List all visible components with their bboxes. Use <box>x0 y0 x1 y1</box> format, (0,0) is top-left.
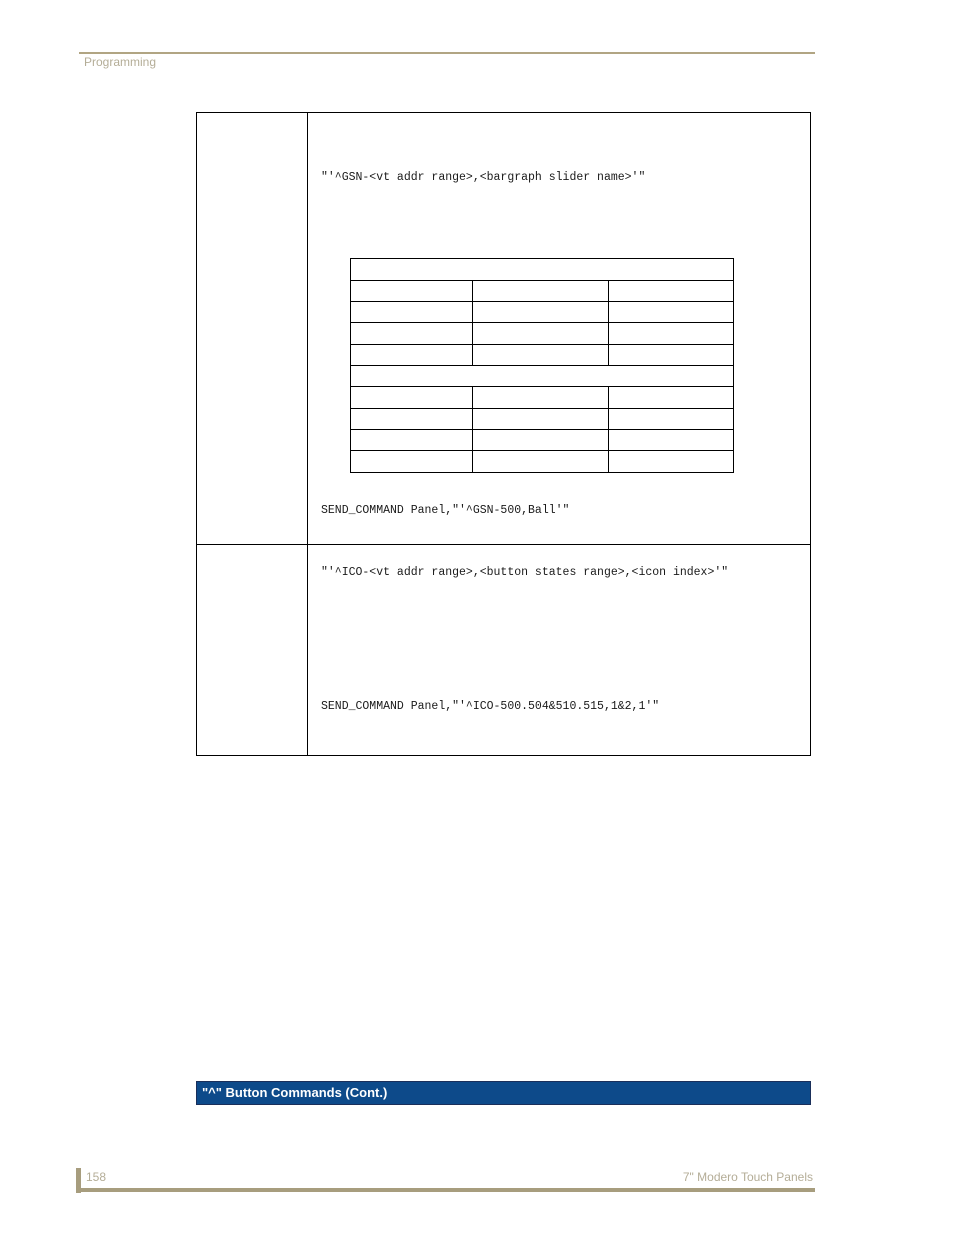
header-section-title: Programming <box>84 55 157 69</box>
inner-col-line <box>472 280 473 365</box>
footer-rule <box>76 1188 815 1192</box>
inner-row-line <box>351 280 733 281</box>
gsn-parameter-table <box>350 258 734 473</box>
footer-doc-title: 7" Modero Touch Panels <box>682 1170 813 1184</box>
inner-row-line <box>351 429 733 430</box>
inner-row-line <box>351 301 733 302</box>
inner-row-line <box>351 344 733 345</box>
column-divider <box>307 113 308 755</box>
command-table <box>196 112 811 756</box>
inner-col-line <box>608 280 609 365</box>
ico-example: SEND_COMMAND Panel,"'^ICO-500.504&510.515,1&2,1'" <box>321 700 660 713</box>
inner-row-line <box>351 322 733 323</box>
inner-col-line <box>608 386 609 473</box>
inner-row-line <box>351 365 733 366</box>
table-caption-banner <box>196 1081 811 1105</box>
gsn-syntax: "'^GSN-<vt addr range>,<bargraph slider name>'" <box>321 171 646 184</box>
banner-title: "^" Button Commands (Cont.) <box>202 1085 388 1100</box>
inner-row-line <box>351 408 733 409</box>
inner-row-line <box>351 386 733 387</box>
header-rule <box>79 52 815 54</box>
page-number: 158 <box>86 1170 107 1184</box>
gsn-example: SEND_COMMAND Panel,"'^GSN-500,Ball'" <box>321 504 570 517</box>
row-divider <box>197 544 810 545</box>
ico-syntax: "'^ICO-<vt addr range>,<button states range>,<icon index>'" <box>321 566 729 579</box>
inner-col-line <box>472 386 473 473</box>
inner-row-line <box>351 450 733 451</box>
